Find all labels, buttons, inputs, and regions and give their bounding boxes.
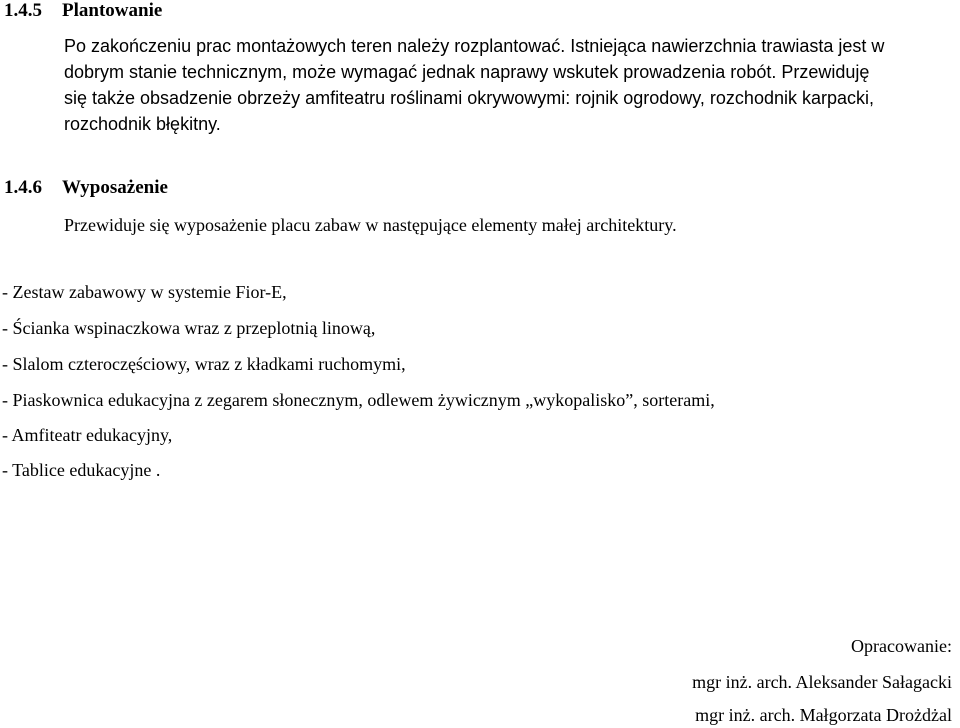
- plantowanie-paragraph: [64, 33, 960, 137]
- list-item: - Amfiteatr edukacyjny,: [2, 425, 173, 445]
- paragraph-line: się także obsadzenie obrzeży amfiteatru roślinami okrywowymi: rojnik ogrodowy, rozchodnik karpacki,: [64, 88, 874, 108]
- paragraph-line: dobrym stanie technicznym, może wymagać jednak naprawy wskutek prowadzenia robót. Przewiduję: [64, 62, 870, 82]
- list-item: - Piaskownica edukacyjna z zegarem słonecznym, odlewem żywicznym „wykopalisko”, sorterami,: [2, 390, 715, 410]
- signature-author: mgr inż. arch. Aleksander Sałagacki: [692, 672, 952, 692]
- signature-author: mgr inż. arch. Małgorzata Drożdżal: [695, 705, 952, 725]
- list-item: - Tablice edukacyjne .: [2, 460, 161, 480]
- paragraph-line: rozchodnik błękitny.: [64, 114, 221, 134]
- section-title: Wyposażenie: [62, 177, 168, 198]
- paragraph-line: Po zakończeniu prac montażowych teren należy rozplantować. Istniejąca nawierzchnia trawiasta jest w: [64, 36, 885, 56]
- paragraph-line: Przewiduje się wyposażenie placu zabaw w następujące elementy małej architektury.: [64, 215, 677, 235]
- list-item: - Zestaw zabawowy w systemie Fior-E,: [2, 282, 287, 302]
- section-number: 1.4.5: [4, 0, 42, 21]
- section-heading-wyposazenie: [4, 177, 168, 199]
- section-title: Plantowanie: [62, 0, 163, 21]
- signature-label: Opracowanie:: [851, 636, 952, 656]
- wyposazenie-intro: [64, 212, 960, 238]
- section-heading-plantowanie: [4, 0, 162, 22]
- list-item: - Slalom czteroczęściowy, wraz z kładkami ruchomymi,: [2, 354, 406, 374]
- list-item: - Ścianka wspinaczkowa wraz z przeplotnią linową,: [2, 318, 376, 338]
- section-number: 1.4.6: [4, 177, 42, 198]
